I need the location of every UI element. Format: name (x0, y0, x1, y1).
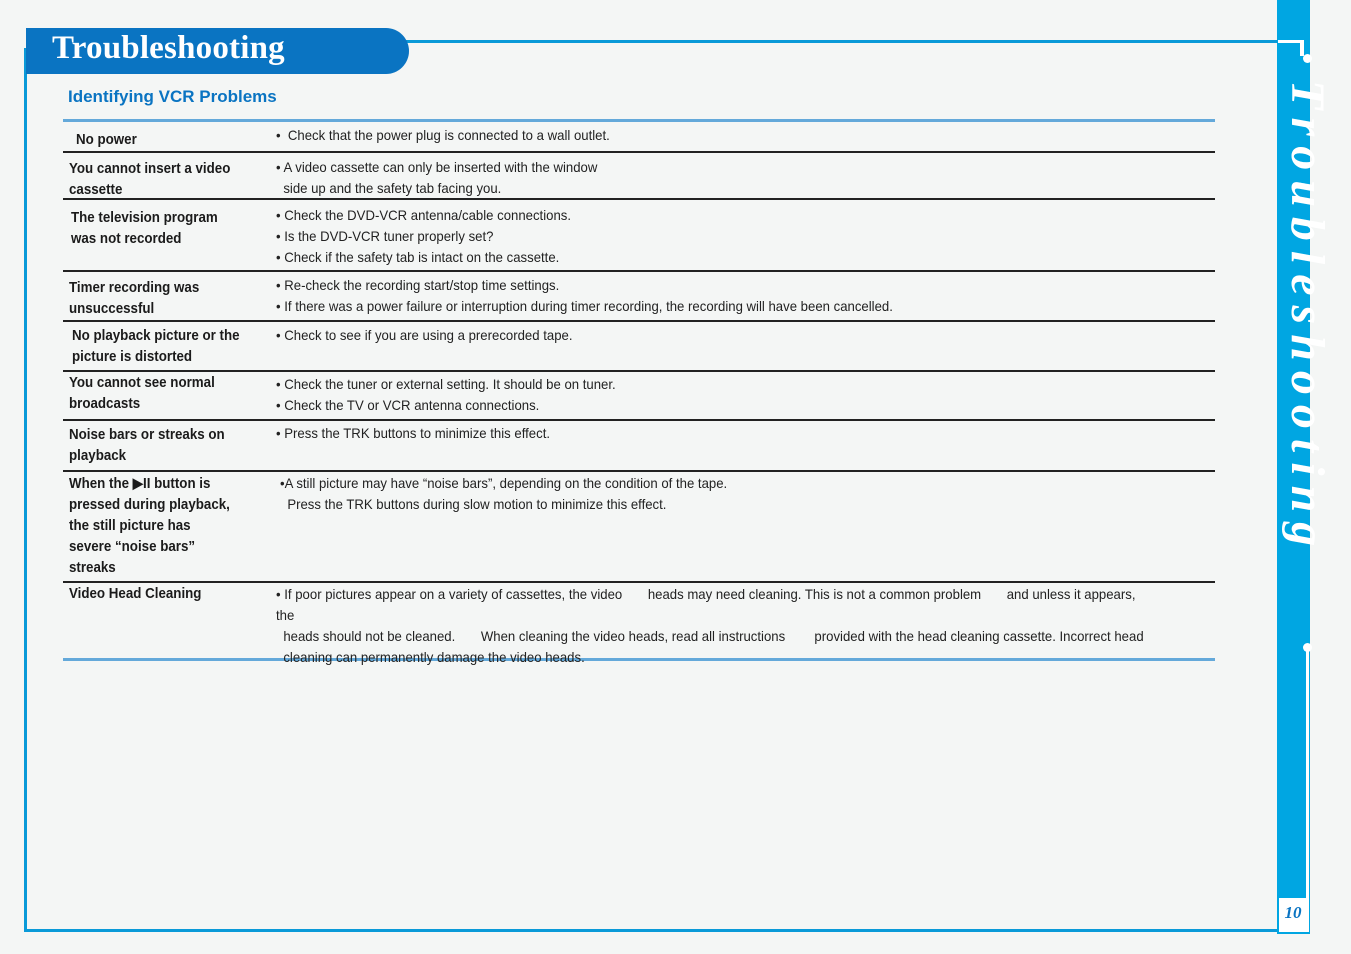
table-row (63, 581, 1215, 665)
solution-list (276, 205, 1155, 268)
problem-label: You cannot see normal broadcasts (69, 375, 215, 412)
solution-item: • A video cassette can only be inserted with the window (276, 159, 598, 175)
solution-list (276, 374, 1155, 416)
solution-item: side up and the safety tab facing you. (276, 180, 502, 196)
solution-item: cleaning can permanently damage the video heads. (276, 649, 585, 665)
solution-item: • Check to see if you are using a prerecorded tape. (276, 327, 573, 343)
page-title: Troubleshooting (52, 30, 285, 66)
sidebar-decoration-tick (1300, 42, 1304, 56)
problem-label: Noise bars or streaks on playback (69, 427, 225, 464)
section-subtitle: Identifying VCR Problems (68, 87, 277, 106)
frame-bottom-line (24, 929, 1278, 932)
solution-list (280, 473, 1159, 515)
problem-label: Video Head Cleaning (69, 586, 202, 602)
solution-item: • Check if the safety tab is intact on the cassette. (276, 249, 560, 265)
frame-top-line (405, 40, 1278, 43)
problem-label: No playback picture or the picture is distorted (72, 328, 240, 365)
table-row (63, 470, 1215, 581)
solution-item: • Check the tuner or external setting. It should be on tuner. (276, 376, 616, 392)
table-row (63, 270, 1215, 320)
problem-label: The television program was not recorded (71, 210, 218, 247)
sidebar-vertical-title: Troubleshooting (1281, 80, 1334, 557)
problem-label: Timer recording was unsuccessful (69, 280, 200, 317)
solution-list (276, 423, 1155, 444)
troubleshooting-table (63, 119, 1215, 665)
solution-item: • Check the TV or VCR antenna connections. (276, 397, 540, 413)
problem-label: No power (76, 132, 137, 148)
table-row (63, 320, 1215, 370)
solution-item: • Is the DVD-VCR tuner properly set? (276, 228, 494, 244)
sidebar-dot-icon (1303, 54, 1312, 63)
solution-item: heads should not be cleaned. When cleaning the video heads, read all instructions provided with the head cleaning cassette. Incorrect head (276, 628, 1144, 644)
page-number: 10 (1284, 903, 1302, 922)
table-row (63, 151, 1215, 198)
problem-label: When the ▶II button is pressed during playback, the still picture has severe “noise bars” streaks (69, 476, 230, 576)
solution-item: • If there was a power failure or interruption during timer recording, the recording will have been cancelled. (276, 298, 893, 314)
table-row (63, 419, 1215, 470)
solution-list (276, 125, 1155, 146)
table-row (63, 198, 1215, 270)
table-row (63, 370, 1215, 419)
solution-item: • If poor pictures appear on a variety of cassettes, the video heads may need cleaning. This is not a common problem and unless it appears, the (276, 586, 1140, 623)
solution-list (276, 584, 1155, 668)
solution-list (276, 275, 1155, 317)
solution-list (276, 157, 1155, 199)
solution-item: • Check the DVD-VCR antenna/cable connections. (276, 207, 572, 223)
solution-item: Press the TRK buttons during slow motion to minimize this effect. (280, 496, 667, 512)
table-row (63, 122, 1215, 151)
solution-item: • Check that the power plug is connected to a wall outlet. (276, 127, 610, 143)
solution-list (276, 325, 1155, 346)
frame-left-line (24, 48, 27, 932)
problem-label: You cannot insert a video cassette (69, 161, 231, 198)
solution-item: • Press the TRK buttons to minimize this effect. (276, 425, 551, 441)
solution-item: •A still picture may have “noise bars”, depending on the condition of the tape. (280, 475, 728, 491)
sidebar-decoration-line (1306, 650, 1309, 898)
solution-item: • Re-check the recording start/stop time settings. (276, 277, 560, 293)
